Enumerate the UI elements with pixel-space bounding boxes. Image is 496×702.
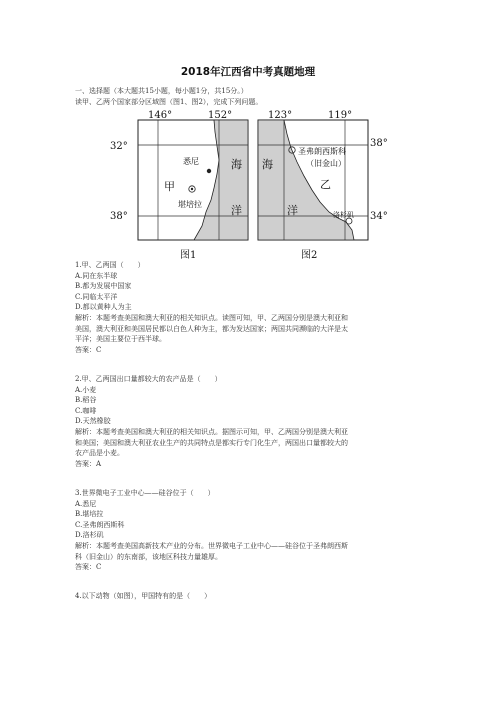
city-label-san-francisco-alt: （旧金山）: [306, 159, 346, 168]
analysis-text: 解析：本题考查美国高新技术产业的分布。世界微电子工业中心——硅谷位于圣弗朗西斯: [75, 542, 348, 550]
option-text: B.都为发展中国家: [75, 282, 132, 291]
city-label-canberra: 堪培拉: [178, 200, 202, 209]
option-text: B.堪培拉: [75, 510, 104, 519]
option-text: C.圣弗朗西斯科: [75, 520, 125, 529]
analysis-text: 解析：本题考查美国和澳大利亚的相关知识点。据图示可知，甲、乙两国分别是澳大利亚: [75, 428, 348, 436]
option-text: D.天然橡胶: [75, 417, 111, 426]
answer-text: 答案：C: [75, 345, 102, 354]
option-text: A.小麦: [75, 385, 97, 394]
ocean-char: 洋: [287, 204, 298, 217]
sea-char: 海: [231, 158, 242, 171]
section-heading: 一、选择题（本大题共15小题，每小题1分，共15分。）: [75, 87, 248, 95]
city-label-sydney: 悉尼: [183, 157, 199, 166]
option-text: D.洛杉矶: [75, 531, 104, 540]
figure-1-map: [110, 110, 248, 261]
analysis-text: 解析：本题考查美国和澳大利亚的相关知识点。读图可知，甲、乙两国分别是澳大利亚和: [75, 314, 348, 322]
fig1-lat-label: 32°: [110, 141, 128, 152]
fig2-lat-label: 38°: [370, 138, 388, 149]
option-text: D.都以黄种人为主: [75, 303, 132, 312]
fig1-lon-label: 152°: [208, 110, 233, 121]
option-text: C.同临太平洋: [75, 292, 118, 301]
country-label-jia: 甲: [164, 180, 175, 193]
figure-1-caption: 图1: [180, 250, 197, 261]
country-label-yi: 乙: [320, 178, 331, 191]
city-label-los-angeles: 洛杉矶: [333, 211, 354, 219]
question-4-stem: 4.以下动物（如图），甲国特有的是（ ）: [75, 592, 212, 600]
ocean-char: 洋: [231, 204, 242, 217]
answer-text: 答案：C: [75, 563, 102, 572]
sea-char: 海: [262, 158, 273, 171]
analysis-text: 平洋；美国主要位于西半球。: [75, 335, 166, 344]
question-1-stem: 1.甲、乙两国（ ）: [75, 261, 145, 269]
map-figure: [98, 108, 394, 268]
answer-text: 答案：A: [75, 459, 102, 468]
page-title: 2018年江西省中考真题地理: [180, 66, 316, 78]
analysis-text: 科（旧金山）的东南部，该地区科技力量雄厚。: [75, 552, 222, 561]
fig2-lat-label: 34°: [370, 211, 388, 222]
option-text: A.悉尼: [75, 499, 97, 508]
figure-2-caption: 图2: [301, 250, 318, 261]
fig1-lon-label: 146°: [148, 110, 173, 121]
fig1-lat-label: 38°: [110, 211, 128, 222]
option-text: B.稻谷: [75, 396, 97, 405]
figure-2-map: [258, 110, 388, 261]
analysis-text: 农产品是小麦。: [75, 449, 124, 458]
option-text: A.同在东半球: [75, 271, 118, 280]
sydney-marker: [207, 169, 211, 173]
fig2-lon-label: 119°: [328, 110, 353, 121]
analysis-text: 和美国；美国和澳大利亚农业生产的共同特点是都实行专门化生产，两国出口量都较大的: [75, 438, 348, 447]
option-text: C.咖啡: [75, 406, 97, 415]
fig2-lon-label: 123°: [268, 110, 293, 121]
question-3-stem: 3.世界微电子工业中心——硅谷位于（ ）: [75, 489, 215, 497]
city-label-san-francisco: 圣弗朗西斯科: [298, 147, 346, 156]
instruction-text: 读甲、乙两个国家部分区域图（图1、图2），完成下列问题。: [75, 98, 263, 106]
analysis-text: 美国，澳大利亚和美国居民都以白色人种为主，都为发达国家；两国共同濒临的大洋是太: [75, 324, 348, 333]
question-2-stem: 2.甲、乙两国出口量都较大的农产品是（ ）: [75, 375, 222, 383]
